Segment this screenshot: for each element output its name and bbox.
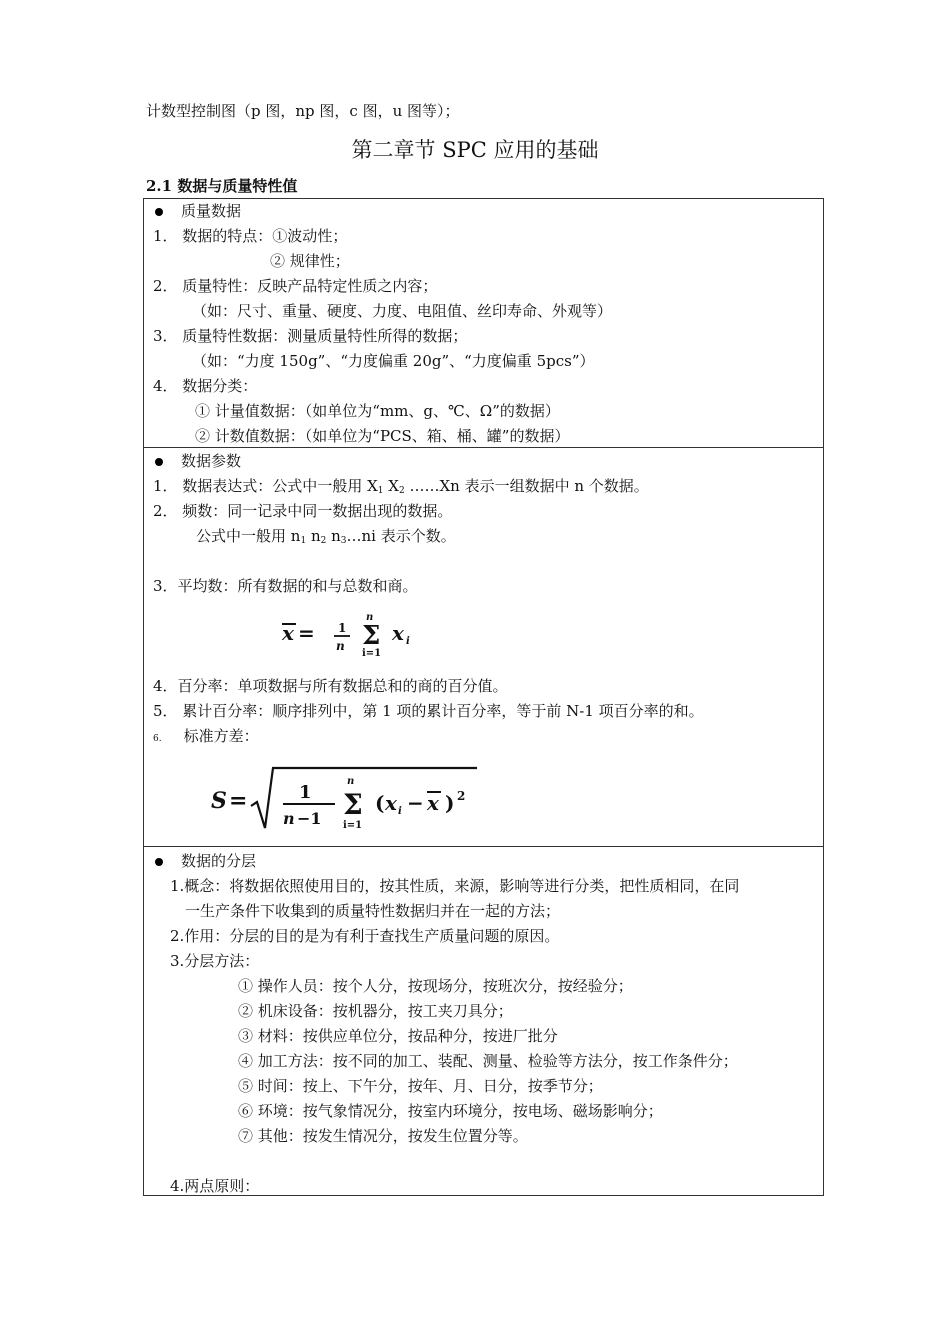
box2-line3-sub3: 3 xyxy=(340,536,347,546)
svg-text:Σ: Σ xyxy=(343,788,363,821)
box3-line9: ⑤ 时间：按上、下午分，按年、月、日分，按季节分； xyxy=(238,1077,603,1095)
box2-line2: 2． 频数：同一记录中同一数据出现的数据。 xyxy=(153,502,453,520)
box2-line7 xyxy=(153,726,259,749)
box2-heading-text: 数据参数 xyxy=(181,452,242,470)
box1-line7: 4． 数据分类： xyxy=(153,377,258,395)
box1-line4: （如：尺寸、重量、硬度、力度、电阻值、丝印寿命、外观等） xyxy=(192,302,613,320)
box1-heading xyxy=(155,201,241,221)
box2-heading xyxy=(155,451,241,471)
svg-text:): ) xyxy=(445,791,455,815)
box3-line11: ⑦ 其他：按发生情况分，按发生位置分等。 xyxy=(238,1127,528,1145)
box1-line9: ② 计数值数据：（如单位为“PCS、箱、桶、罐”的数据） xyxy=(195,427,570,445)
box2-line3-c: n xyxy=(306,527,321,545)
svg-text:−1: −1 xyxy=(297,809,322,828)
box3-line7: ③ 材料：按供应单位分，按品种分，按进厂批分 xyxy=(238,1027,558,1045)
svg-text:=: = xyxy=(229,788,248,814)
box2-line6: 5． 累计百分率：顺序排列中，第 1 项的累计百分率，等于前 N-1 项百分率的和。 xyxy=(153,702,704,720)
svg-text:=: = xyxy=(298,621,315,645)
box2-line3-sub1: 1 xyxy=(300,536,307,546)
svg-text:S: S xyxy=(211,788,227,814)
box2-line1-c: X xyxy=(383,477,399,495)
svg-text:1: 1 xyxy=(299,782,312,803)
std-dev-formula-image xyxy=(205,762,485,836)
box3-line5: ① 操作人员：按个人分，按现场分，按班次分，按经验分； xyxy=(238,977,633,995)
box2-line3-sub2: 2 xyxy=(320,536,327,546)
box2-line5: 4．百分率：单项数据与所有数据总和的商的百分值。 xyxy=(153,677,508,695)
box3-line12: 4.两点原则： xyxy=(170,1177,260,1195)
intro-line: 计数型控制图（p 图，np 图，c 图，u 图等）； xyxy=(146,102,460,120)
box3-line4: 3.分层方法： xyxy=(170,952,260,970)
box1-line5: 3． 质量特性数据：测量质量特性所得的数据； xyxy=(153,327,468,345)
box1-line6: （如：“力度 150g”、“力度偏重 20g”、“力度偏重 5pcs”） xyxy=(192,352,595,370)
svg-text:n: n xyxy=(283,809,295,828)
svg-text:i=1: i=1 xyxy=(362,648,382,658)
box1-line3: 2． 质量特性：反映产品特定性质之内容； xyxy=(153,277,438,295)
box3-line2: 一生产条件下收集到的质量特性数据归并在一起的方法； xyxy=(185,902,561,920)
svg-text:(: ( xyxy=(375,791,385,815)
svg-text:x: x xyxy=(427,791,439,815)
box2-line1-e: ……Xn 表示一组数据中 n 个数据。 xyxy=(404,477,649,495)
box3-heading xyxy=(155,851,256,871)
chapter-title: 第二章节 SPC 应用的基础 xyxy=(351,138,599,162)
box2-line3-g: …ni 表示个数。 xyxy=(346,527,456,545)
box2-line7-text: 标准方差： xyxy=(183,727,259,745)
box3-line3: 2.作用：分层的目的是为有利于查找生产质量问题的原因。 xyxy=(170,927,560,945)
box1-line2: ② 规律性； xyxy=(270,252,350,270)
svg-text:n: n xyxy=(336,639,345,653)
box3-heading-text: 数据的分层 xyxy=(181,852,257,870)
svg-text:i=1: i=1 xyxy=(343,820,363,831)
box1-line8: ① 计量值数据：（如单位为“mm、g、℃、Ω”的数据） xyxy=(195,402,560,420)
box2-line3-e: n xyxy=(326,527,341,545)
box1-line1: 1． 数据的特点：①波动性； xyxy=(153,227,348,245)
svg-text:−: − xyxy=(407,791,424,815)
svg-text:n: n xyxy=(347,776,355,787)
svg-text:x: x xyxy=(282,621,294,645)
svg-text:n: n xyxy=(366,612,374,623)
svg-text:i: i xyxy=(398,806,402,817)
box2-line3 xyxy=(196,526,456,551)
svg-text:i: i xyxy=(406,636,410,647)
box2-line1 xyxy=(153,476,649,501)
box3-line10: ⑥ 环境：按气象情况分，按室内环境分，按电场、磁场影响分； xyxy=(238,1102,663,1120)
box3-line6: ② 机床设备：按机器分，按工夹刀具分； xyxy=(238,1002,513,1020)
section-title: 2.1 数据与质量特性值 xyxy=(146,177,298,195)
mean-formula-image xyxy=(276,610,446,658)
box3-line8: ④ 加工方法：按不同的加工、装配、测量、检验等方法分，按工作条件分； xyxy=(238,1052,738,1070)
svg-text:1: 1 xyxy=(338,621,347,635)
box2-line1-sub2: 2 xyxy=(398,486,405,496)
box2-line1-a: 1． 数据表达式：公式中一般用 X xyxy=(153,477,378,495)
svg-text:x: x xyxy=(392,621,404,645)
box2-line1-sub1: 1 xyxy=(377,486,384,496)
box2-line7-num: 6. xyxy=(153,734,162,744)
box2-line3-a: 公式中一般用 n xyxy=(196,527,301,545)
svg-text:x: x xyxy=(385,791,397,815)
box2-line4: 3．平均数：所有数据的和与总数和商。 xyxy=(153,577,418,595)
box3-line1: 1.概念：将数据依照使用目的，按其性质，来源，影响等进行分类，把性质相同，在同 xyxy=(170,877,740,895)
svg-text:2: 2 xyxy=(457,789,466,803)
svg-text:Σ: Σ xyxy=(362,621,381,651)
box1-heading-text: 质量数据 xyxy=(181,202,242,220)
